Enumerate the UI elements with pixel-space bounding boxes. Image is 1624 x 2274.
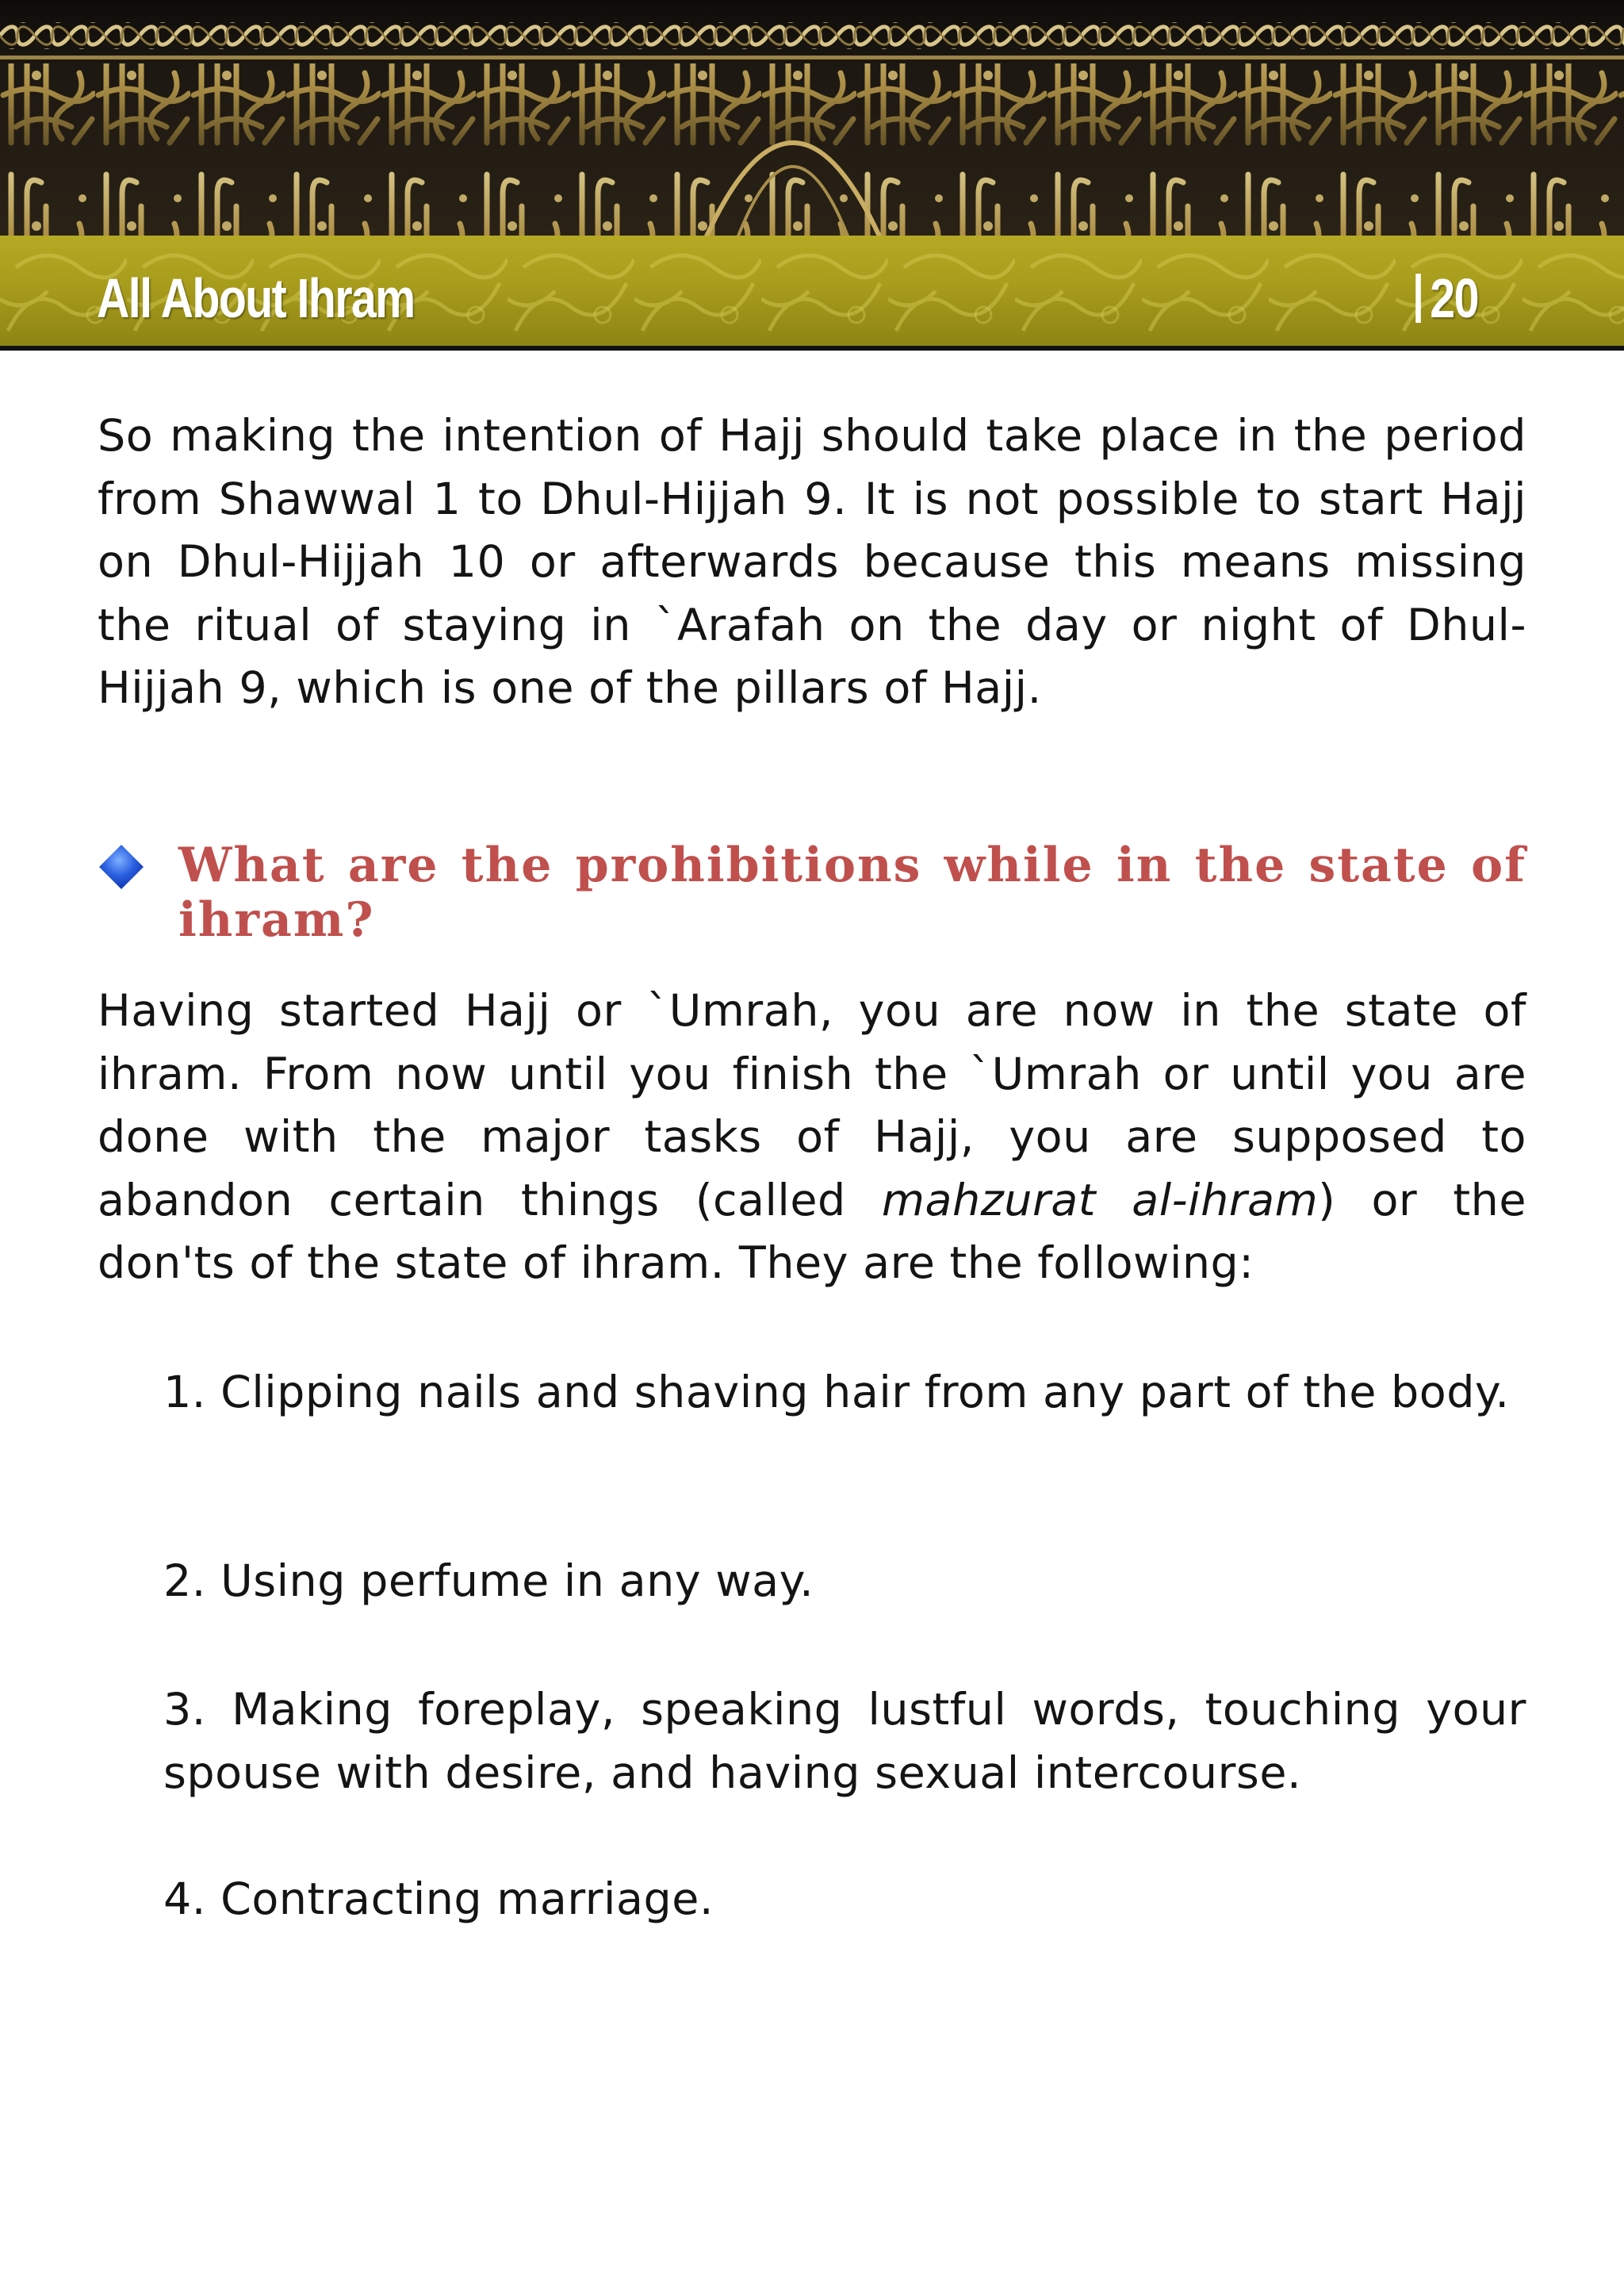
- kaaba-kiswah-calligraphy-banner: [0, 0, 1624, 238]
- question-word: the: [461, 838, 553, 893]
- list-item: 2. Using perfume in any way.: [163, 1555, 814, 1607]
- question-word: What: [178, 838, 326, 893]
- paragraph-text: Having started Hajj or `Umrah, you are now in the state of ihram. From now until you finish the `Umrah or until you are done with the major tasks of Hajj, you are supposed to abandon certain things (called: [98, 985, 1526, 1226]
- list-item: 4. Contracting marriage.: [163, 1873, 714, 1925]
- body-paragraph-2: [98, 980, 1526, 1295]
- page-number-separator: [1415, 274, 1421, 323]
- paragraph-text: ) or the don'ts of the state of ihram. They are the following:: [98, 1174, 1527, 1289]
- page-number-block: [1415, 267, 1478, 330]
- page-number: 20: [1430, 267, 1478, 329]
- section-question: [98, 829, 1526, 964]
- question-word: state: [1308, 838, 1449, 893]
- question-word: are: [347, 838, 439, 893]
- diamond-bullet-icon: [98, 843, 145, 891]
- question-word: the: [1194, 838, 1287, 893]
- question-word: of: [1471, 838, 1526, 893]
- question-heading-line-1: [178, 836, 1526, 895]
- body-paragraph-1: So making the intention of Hajj should take place in the period from Shawwal 1 to Dhul-Hijjah 9. It is not possible to start Hajj on Dhul-Hijjah 10 or afterwards because this means missing the ritual of staying in `Arafah on the day or night of Dhul-Hijjah 9, which is one of the pillars of Hajj.: [98, 410, 1526, 714]
- italic-term: mahzurat al-ihram: [881, 1174, 1319, 1226]
- list-item: 1. Clipping nails and shaving hair from any part of the body.: [163, 1367, 1510, 1418]
- page-title: All About Ihram: [97, 267, 415, 329]
- question-word: prohibitions: [575, 838, 922, 893]
- list-item: 3. Making foreplay, speaking lustful words, touching your spouse with desire, and having sexual intercourse.: [163, 1684, 1526, 1799]
- question-word: while: [944, 838, 1094, 893]
- question-heading-line-2: ihram?: [178, 892, 375, 948]
- header-divider: [0, 346, 1624, 351]
- question-word: in: [1116, 838, 1173, 893]
- page-header: [0, 0, 1624, 351]
